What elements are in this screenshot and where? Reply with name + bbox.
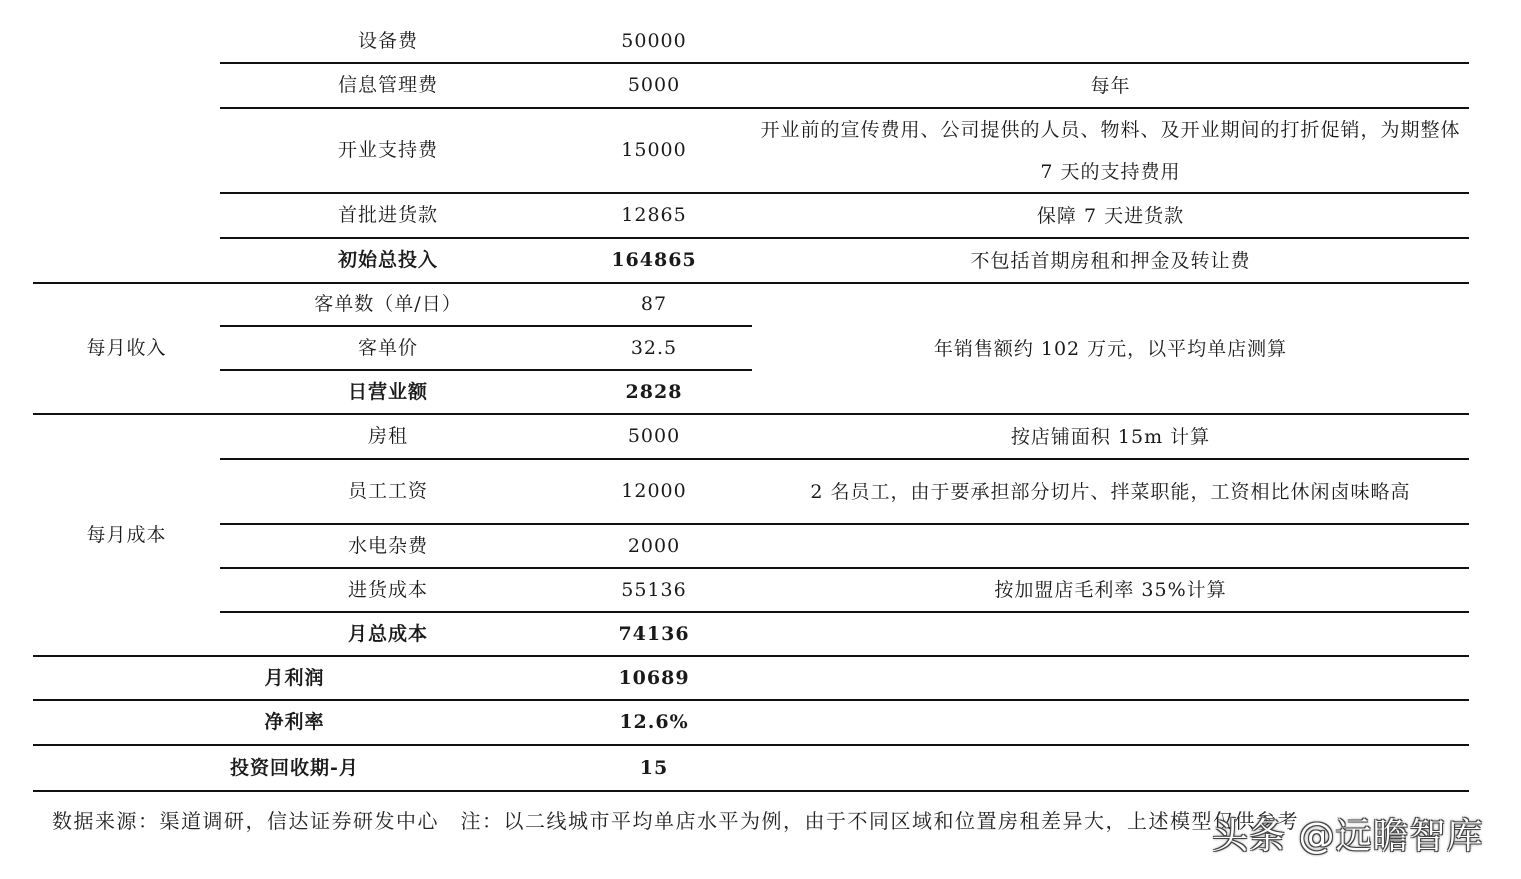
row-name: 客单数（单/日） [314,293,462,315]
row-note: 开业前的宣传费用、公司提供的人员、物料、及开业期间的打折促销，为期整体 7 天的支持费用 [760,118,1461,183]
row-note: 2 名员工，由于要承担部分切片、拌菜职能，工资相比休闲卤味略高 [810,480,1411,503]
row-name: 客单价 [357,336,418,359]
row-name: 信息管理费 [337,74,438,96]
row-name: 水电杂费 [347,534,428,557]
table-bottom-rule [33,790,1469,792]
row-name: 投资回收期-月 [230,756,359,779]
row-value: 32.5 [630,336,678,359]
row-value: 2828 [625,380,683,403]
row-name: 员工工资 [347,480,428,502]
row-value: 12000 [621,480,687,502]
row-name: 房租 [367,425,408,447]
row-name: 净利率 [264,711,325,733]
row-name: 日营业额 [347,380,428,403]
row-name: 进货成本 [347,578,428,601]
row-note: 保障 7 天进货款 [1036,204,1185,227]
group-label-monthly-cost: 每月成本 [86,523,167,546]
row-value: 12.6% [619,711,689,733]
row-value: 50000 [621,29,687,52]
row-name: 月利润 [264,666,325,689]
source-note: 数据来源：渠道调研，信达证券研发中心 注：以二线城市平均单店水平为例，由于不同区域和位置房租差异大，上述模型仅供参考 [52,809,1299,833]
row-value: 5000 [627,425,681,447]
watermark: 头条 @远瞻智库 [1212,816,1484,857]
group-note-monthly-income: 年销售额约 102 万元，以平均单店测算 [933,337,1288,360]
row-value: 87 [640,293,668,315]
row-name: 月总成本 [347,622,428,645]
group-label-monthly-income: 每月收入 [86,337,167,359]
row-note: 按店铺面积 15m 计算 [1010,425,1211,448]
row-note: 每年 [1090,74,1131,97]
row-value: 12865 [621,204,687,226]
row-name: 首批进货款 [337,204,438,226]
row-value: 164865 [611,249,697,271]
row-value: 15000 [621,139,687,161]
row-value: 15 [639,756,669,779]
row-name: 初始总投入 [337,249,438,271]
row-value: 55136 [621,578,687,601]
row-value: 2000 [627,534,681,557]
row-name: 开业支持费 [337,139,438,161]
row-note: 按加盟店毛利率 35%计算 [994,579,1227,601]
row-value: 74136 [618,622,690,645]
row-value: 10689 [618,666,690,689]
row-note: 不包括首期房租和押金及转让费 [970,249,1251,272]
row-name: 设备费 [357,29,418,52]
row-value: 5000 [627,74,681,96]
